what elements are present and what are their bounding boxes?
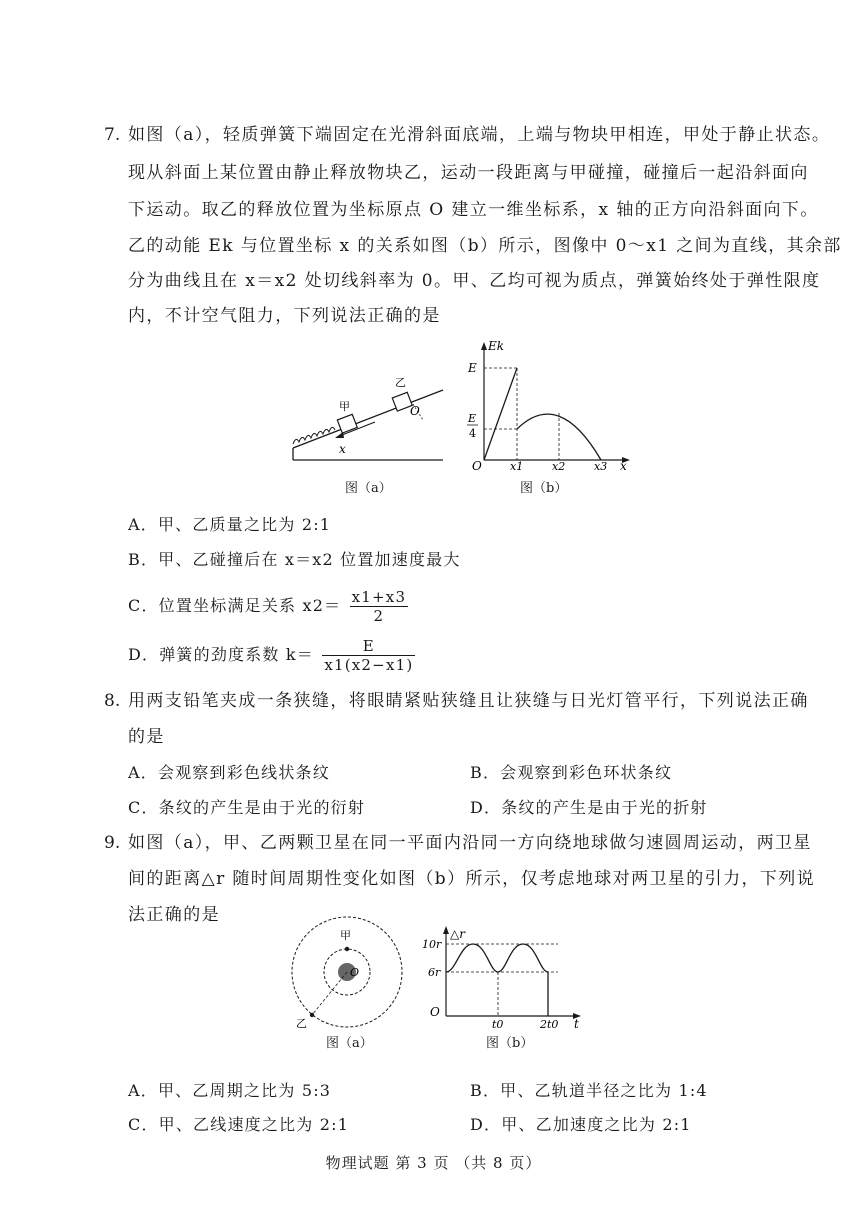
q7-option-a: A．甲、乙质量之比为 2:1	[128, 515, 332, 534]
q7-option-c	[128, 588, 410, 625]
x-tick-t0: t0	[492, 1018, 504, 1031]
y-axis-label: Ek	[488, 339, 505, 353]
origin-label: O	[430, 1005, 440, 1019]
satellite-jia	[345, 947, 349, 951]
q7-fig-b-caption: 图（b）	[520, 481, 568, 496]
q8-option-c: C．条纹的产生是由于光的衍射	[128, 798, 366, 817]
label-jia: 甲	[339, 400, 350, 413]
q8-line-1: 用两支铅笔夹成一条狭缝，将眼睛紧贴狭缝且让狭缝与日光灯管平行，下列说法正确	[128, 691, 809, 711]
q7-figure-b	[462, 336, 637, 476]
q9-line-2: 间的距离△r 随时间周期性变化如图（b）所示，仅考虑地球对两卫星的引力，下列说	[128, 869, 816, 889]
q9-fig-a-caption: 图（a）	[326, 1036, 373, 1051]
q8-line-2: 的是	[128, 727, 165, 747]
q9-number: 9.	[104, 833, 121, 853]
y-tick-e-quarter-den: 4	[469, 427, 476, 440]
y-tick-e-quarter-num: E	[468, 412, 477, 425]
label-center: O	[350, 966, 360, 979]
q7-line-3: 下运动。取乙的释放位置为坐标原点 O 建立一维坐标系，x 轴的正方向沿斜面向下。	[128, 200, 819, 220]
label-yi: 乙	[395, 376, 406, 389]
q9-option-b: B．甲、乙轨道半径之比为 1:4	[470, 1081, 708, 1100]
incline-line	[293, 390, 443, 448]
dr-axis-label: △r	[450, 927, 465, 941]
arrowhead-icon	[335, 432, 344, 438]
label-origin: O	[410, 404, 420, 418]
x-tick-x3: x3	[594, 460, 608, 473]
q7-line-2: 现从斜面上某位置由静止释放物块乙，运动一段距离与甲碰撞，碰撞后一起沿斜面向	[128, 163, 809, 183]
x-tick-2t0: 2t0	[540, 1018, 559, 1031]
x-axis-label: x	[620, 459, 627, 473]
x-tick-x2: x2	[552, 460, 566, 473]
q7-option-d	[128, 637, 417, 674]
q9-fig-b-caption: 图（b）	[486, 1036, 534, 1051]
q8-option-d: D．条纹的产生是由于光的折射	[470, 798, 708, 817]
dr-curve	[446, 944, 548, 1016]
q7-option-d-text: D．弹簧的劲度系数 k＝	[128, 645, 315, 664]
q7-number: 7.	[104, 125, 121, 145]
q7-option-b: B．甲、乙碰撞后在 x＝x2 位置加速度最大	[128, 550, 461, 569]
fraction-denominator: 2	[373, 607, 385, 625]
q9-figure-b	[418, 924, 588, 1034]
spring-icon	[293, 427, 335, 444]
label-x: x	[339, 442, 346, 456]
q9-option-a: A．甲、乙周期之比为 5:3	[128, 1081, 332, 1100]
q7-line-1: 如图（a），轻质弹簧下端固定在光滑斜面底端，上端与物块甲相连，甲处于静止状态。	[128, 125, 831, 145]
q7-figure-a	[285, 370, 450, 470]
fraction-numerator: x1+x3	[351, 588, 407, 606]
q9-figure-a	[286, 915, 408, 1033]
fraction-denominator: x1(x2−x1)	[324, 656, 414, 674]
q9-line-1: 如图（a），甲、乙两颗卫星在同一平面内沿同一方向绕地球做匀速圆周运动，两卫星	[128, 833, 812, 853]
q9-option-d: D．甲、乙加速度之比为 2:1	[470, 1115, 692, 1134]
label-jia: 甲	[340, 929, 351, 942]
label-yi: 乙	[296, 1017, 307, 1030]
q8-option-b: B．会观察到彩色环状条纹	[470, 763, 673, 782]
origin-label: O	[472, 459, 482, 473]
y-tick-10r: 10r	[422, 938, 442, 951]
q7-option-c-text: C．位置坐标满足关系 x2＝	[128, 596, 342, 615]
q7-line-6: 内，不计空气阻力，下列说法正确的是	[128, 306, 441, 326]
t-axis-label: t	[574, 1017, 579, 1031]
q8-number: 8.	[104, 691, 121, 711]
fraction-numerator: E	[322, 637, 415, 656]
q9-option-c: C．甲、乙线速度之比为 2:1	[128, 1115, 350, 1134]
q9-line-3: 法正确的是	[128, 905, 220, 925]
y-tick-e: E	[468, 361, 477, 375]
q7-line-5: 分为曲线且在 x＝x2 处切线斜率为 0。甲、乙均可视为质点，弹簧始终处于弹性限度	[128, 271, 821, 291]
q7-option-c-fraction	[350, 588, 409, 625]
ek-line-segment	[484, 368, 517, 460]
q7-option-d-fraction	[322, 637, 415, 674]
q7-fig-a-caption: 图（a）	[345, 481, 392, 496]
q7-line-4: 乙的动能 Ek 与位置坐标 x 的关系如图（b）所示，图像中 0～x1 之间为直线，其余部	[128, 236, 842, 256]
y-tick-6r: 6r	[428, 966, 441, 979]
q8-option-a: A．会观察到彩色线状条纹	[128, 763, 330, 782]
page-footer: 物理试题 第 3 页 （共 8 页）	[325, 1154, 542, 1172]
x-tick-x1: x1	[510, 460, 524, 473]
